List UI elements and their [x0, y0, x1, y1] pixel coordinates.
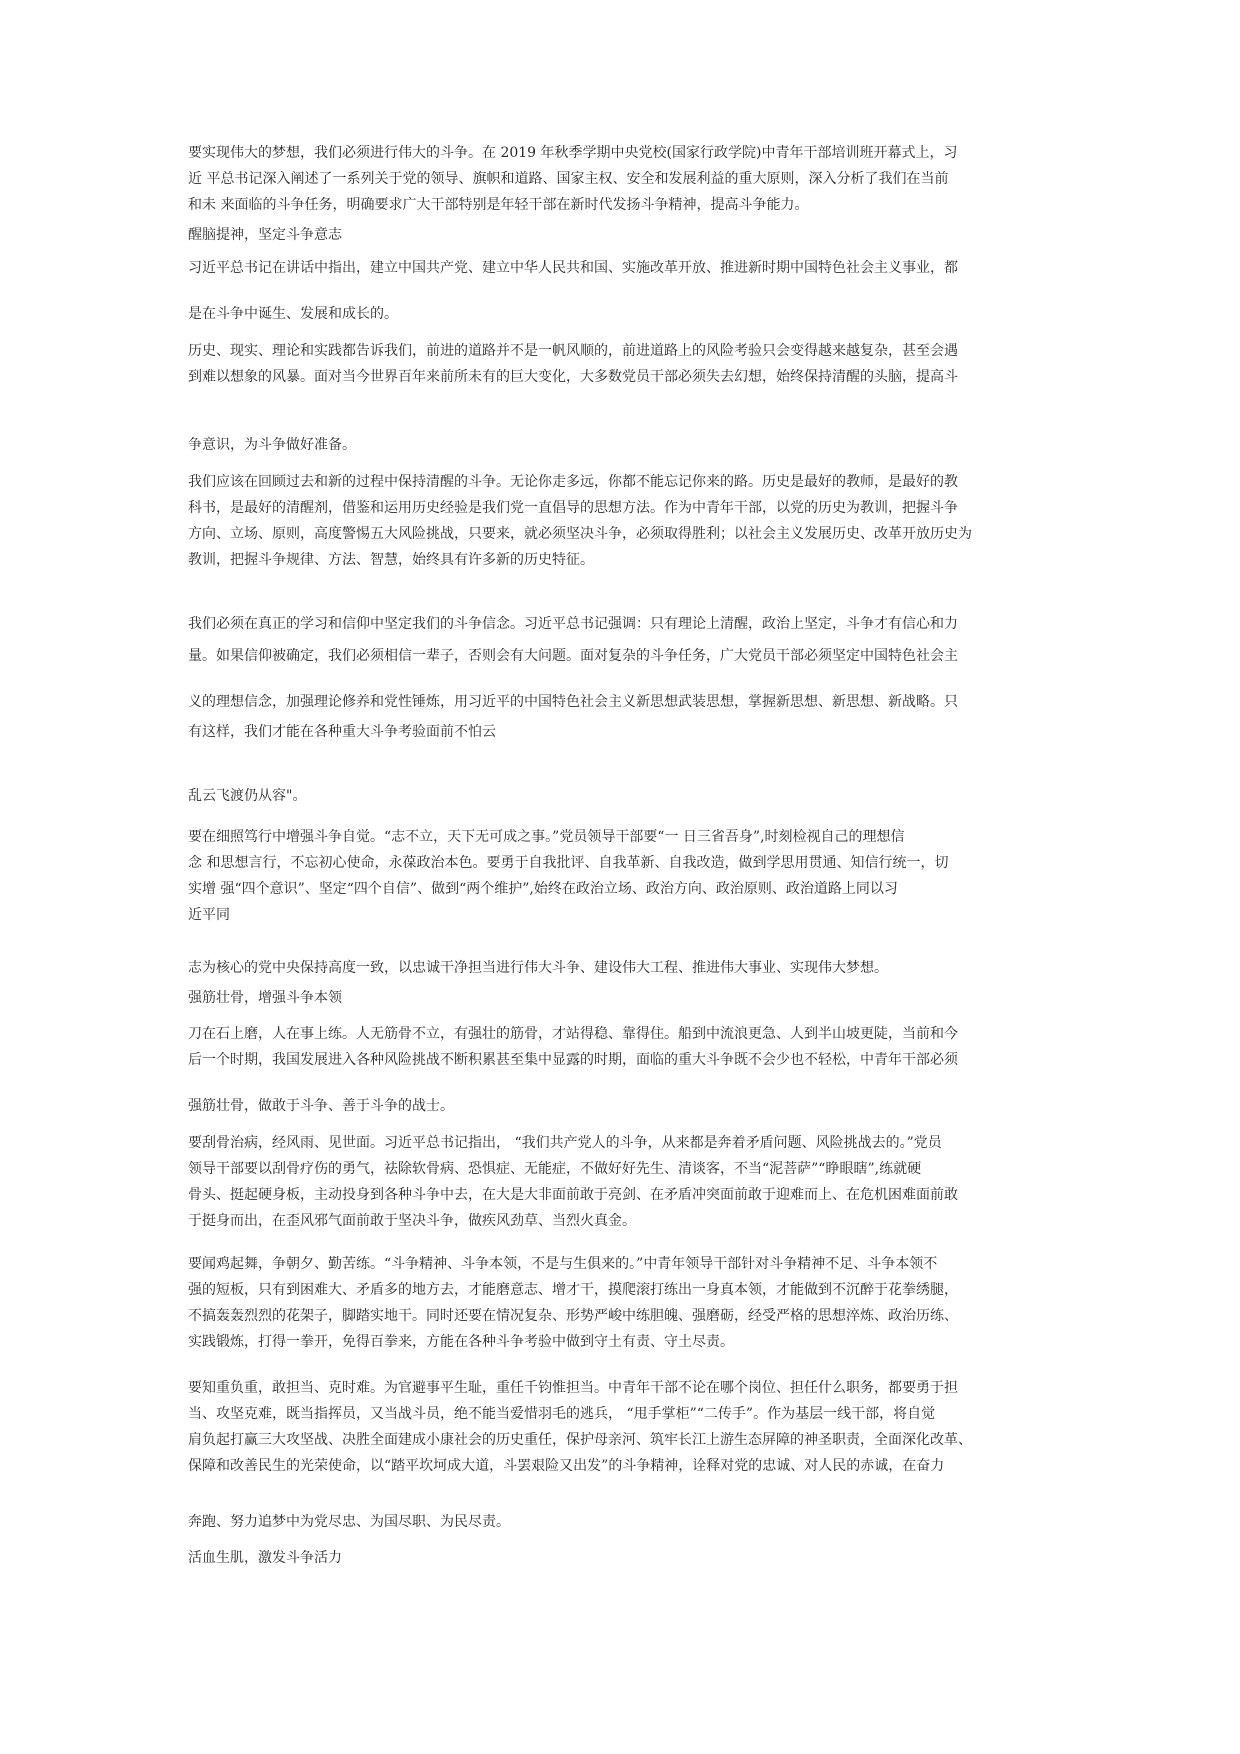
paragraph [188, 824, 1046, 928]
text-line: 刀在石上磨，人在事上练。人无筋骨不立，有强壮的筋骨，才站得稳、靠得住。船到中流浪更急、人到半山坡更陡，当前和今 [188, 1026, 958, 1042]
text-line: 肩负起打赢三大攻坚战、决胜全面建成小康社会的历史重任，保护母亲河、筑牢长江上游生态屏障的神圣职责，全面深化改革、 [188, 1432, 972, 1448]
text-line: 义的理想信念，加强理论修养和党性锤炼，用习近平的中国特色社会主义新思想武装思想，掌握新思想、新思想、新战略。只 [188, 694, 958, 710]
paragraph [188, 469, 1046, 573]
section-heading-2 [188, 985, 1046, 1011]
paragraph [188, 783, 1046, 809]
text-line: 有这样，我们才能在各种重大斗争考验面前不怕云 [188, 724, 496, 740]
text-line: 要在细照笃行中增强斗争自觉。“志不立，天下无可成之事。”党员领导干部要“一 日三省吾身”,时刻检视自己的理想信 [188, 829, 905, 845]
paragraph [188, 432, 1046, 458]
paragraph [188, 255, 1046, 281]
paragraph [188, 338, 1046, 390]
paragraph [188, 1021, 1046, 1073]
text-line: 到难以想象的风暴。面对当今世界百年来前所未有的巨大变化，大多数党员干部必须失去幻想，始终保持清醒的头脑，提高斗 [188, 369, 958, 385]
paragraph [188, 301, 1046, 327]
text-line: 要知重负重，敢担当、克时难。为官避事平生耻，重任千钧惟担当。中青年干部不论在哪个岗位、担任什么职务，都要勇于担 [188, 1380, 958, 1396]
text-line: 乱云飞渡仍从容"。 [188, 788, 307, 804]
text-line: 实增 强“四个意识”、坚定“四个自信”、做到“两个维护”,始终在政治立场、政治方向、政治原则、政治道路上同以习 [188, 881, 898, 897]
text-line: 念 和思想言行，不忘初心使命，永葆政治本色。要勇于自我批评、自我革新、自我改造，做到学思用贯通、知信行统一，切 [188, 855, 949, 871]
heading-text: 活血生肌，激发斗争活力 [188, 1550, 342, 1566]
text-line: 是在斗争中诞生、发展和成长的。 [188, 306, 398, 322]
paragraph [188, 689, 1046, 745]
paragraph [188, 1509, 1046, 1535]
text-line: 当、攻坚克难，既当指挥员，又当战斗员，绝不能当爱惜羽毛的逃兵， “甩手掌柜”“二传手”。作为基层一线干部，将自觉 [188, 1406, 936, 1422]
text-line: 近 平总书记深入阐述了一系列关于党的领导、旗帜和道路、国家主权、安全和发展利益的重大原则，深入分析了我们在当前 [188, 171, 949, 187]
text-line: 保障和改善民生的光荣使命，以“踏平坎坷成大道，斗罢艰险又出发”的斗争精神，诠释对党的忠诚、对人民的赤诚，在奋力 [188, 1458, 945, 1474]
paragraph [188, 1251, 1046, 1355]
text-line: 要实现伟大的梦想，我们必须进行伟大的斗争。在 2019 年秋季学期中央党校(国家行政学院)中青年干部培训班开幕式上，习 [188, 145, 958, 161]
heading-text: 强筋壮骨，增强斗争本领 [188, 990, 342, 1006]
text-line: 和未 来面临的斗争任务，明确要求广大干部特别是年轻干部在新时代发扬斗争精神，提高斗争能力。 [188, 197, 809, 213]
paragraph [188, 1130, 1046, 1234]
text-line: 强的短板，只有到困难大、矛盾多的地方去，才能磨意志、增才干，摸爬滚打练出一身真本领，才能做到不沉醉于花拳绣腿， [188, 1282, 958, 1298]
section-heading-3 [188, 1545, 1046, 1571]
text-line: 我们必须在真正的学习和信仰中坚定我们的斗争信念。习近平总书记强调：只有理论上清醒，政治上坚定，斗争才有信心和力 [188, 616, 958, 632]
text-line: 实践锻炼，打得一拳开，免得百拳来，方能在各种斗争考验中做到守土有责、守土尽责。 [188, 1334, 734, 1350]
text-line: 近平同 [188, 907, 230, 923]
text-line: 强筋壮骨，做敢于斗争、善于斗争的战士。 [188, 1098, 454, 1114]
text-line: 领导干部要以刮骨疗伤的勇气，祛除软骨病、恐惧症、无能症，不做好好先生、清谈客，不当“泥菩萨”“睁眼瞎”,练就硬 [188, 1161, 922, 1177]
text-line: 后一个时期，我国发展进入各种风险挑战不断积累甚至集中显露的时期，面临的重大斗争既不会少也不轻松，中青年干部必须 [188, 1052, 958, 1068]
paragraph-intro [188, 140, 1046, 218]
text-line: 科书，是最好的清醒剂，借鉴和运用历史经验是我们党一直倡导的思想方法。作为中青年干部，以党的历史为教训，把握斗争 [188, 500, 958, 516]
text-line: 要刮骨治病，经风雨、见世面。习近平总书记指出， “我们共产党人的斗争，从来都是奔着矛盾问题、风险挑战去的。”党员 [188, 1135, 942, 1151]
section-heading-1 [188, 222, 1046, 248]
paragraph [188, 1375, 1046, 1479]
text-line: 志为核心的党中央保持高度一致，以忠诚干净担当进行伟大斗争、建设伟大工程、推进伟大事业、实现伟大梦想。 [188, 960, 888, 976]
text-line: 历史、现实、理论和实践都告诉我们，前进的道路并不是一帆风顺的，前进道路上的风险考验只会变得越来越复杂，甚至会遇 [188, 343, 958, 359]
text-line: 奔跑、努力追梦中为党尽忠、为国尽职、为民尽责。 [188, 1514, 510, 1530]
text-line: 量。如果信仰被确定，我们必须相信一辈子，否则会有大问题。面对复杂的斗争任务，广大党员干部必须坚定中国特色社会主 [188, 648, 958, 664]
text-line: 骨头、挺起硬身板，主动投身到各种斗争中去，在大是大非面前敢于亮剑、在矛盾冲突面前敢于迎难而上、在危机困难面前敢 [188, 1187, 958, 1203]
heading-text: 醒脑提神，坚定斗争意志 [188, 227, 342, 243]
text-line: 不搞轰轰烈烈的花架子，脚踏实地干。同时还要在情况复杂、形势严峻中练胆魄、强磨砺，经受严格的思想淬炼、政治历练、 [188, 1308, 958, 1324]
text-line: 于挺身而出，在歪风邪气面前敢于坚决斗争，做疾风劲草、当烈火真金。 [188, 1213, 636, 1229]
paragraph [188, 1093, 1046, 1119]
text-line: 争意识，为斗争做好准备。 [188, 437, 356, 453]
text-line: 我们应该在回顾过去和新的过程中保持清醒的斗争。无论你走多远，你都不能忘记你来的路。历史是最好的教师，是最好的教 [188, 474, 958, 490]
text-line: 方向、立场、原则，高度警惕五大风险挑战，只要来，就必须坚决斗争，必须取得胜利；以社会主义发展历史、改革开放历史为 [188, 526, 972, 542]
text-line: 教训，把握斗争规律、方法、智慧，始终具有许多新的历史特征。 [188, 552, 594, 568]
paragraph [188, 955, 1046, 981]
text-line: 要闻鸡起舞，争朝夕、勤苦练。“斗争精神、斗争本领，不是与生俱来的。”中青年领导干部针对斗争精神不足、斗争本领不 [188, 1256, 938, 1272]
text-line: 习近平总书记在讲话中指出，建立中国共产党、建立中华人民共和国、实施改革开放、推进新时期中国特色社会主义事业，都 [188, 260, 958, 276]
paragraph [188, 611, 1046, 669]
